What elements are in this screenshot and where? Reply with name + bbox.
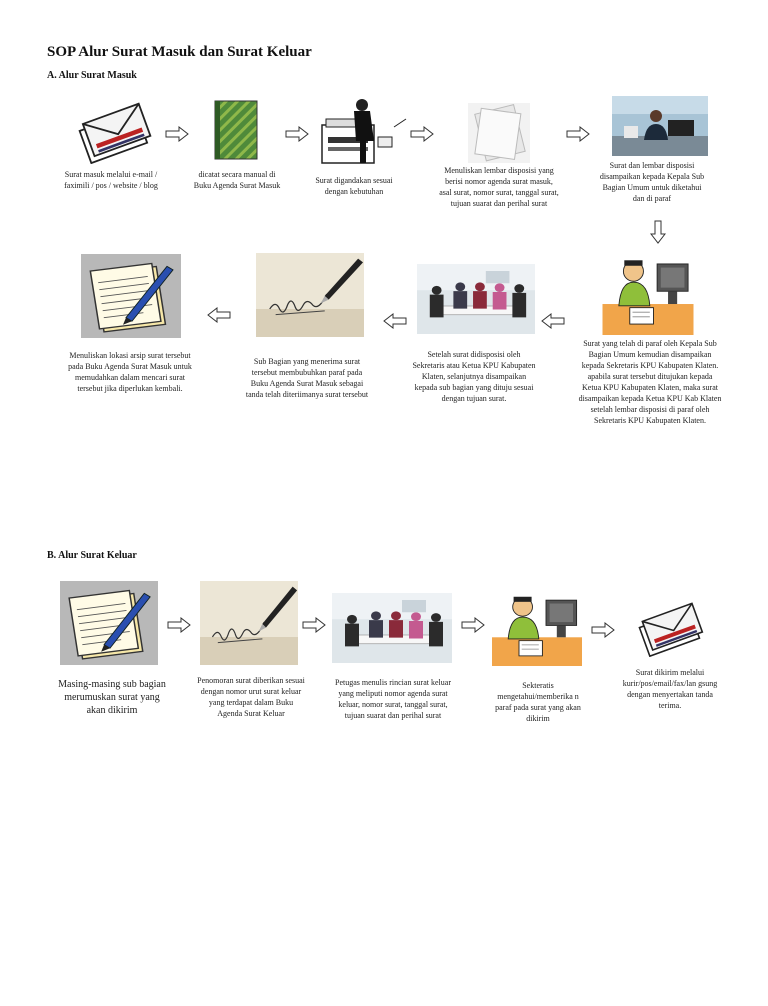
arrow-left-icon: [383, 313, 407, 329]
meeting-photo-icon: [417, 264, 535, 334]
step-caption: Surat masuk melalui e-mail / faximili / pos / website / blog: [64, 170, 158, 190]
step-caption: Sekteratis mengetahui/memberika n paraf pada surat yang akan dikirim: [495, 681, 581, 723]
arrow-right-icon: [285, 126, 309, 142]
arrow-right-icon: [302, 617, 326, 633]
step-caption: Setelah surat didisposisi oleh Sekretaris atau Ketua KPU Kabupaten Klaten, selanjutnya disampaikan kepada sub bagian yang dituju sesuai dengan tujuan surat.: [412, 350, 536, 403]
man-at-computer-icon: [492, 590, 582, 666]
arrow-down-icon: [650, 220, 666, 244]
blank-sheets-icon: [468, 103, 530, 163]
arrow-right-icon: [591, 622, 615, 638]
pen-signature-photo-icon: [256, 253, 364, 337]
step-caption: Penomoran surat diberikan sesuai dengan nomor urut surat keluar yang terdapat dalam Buku Agenda Surat Keluar: [197, 676, 305, 718]
step-caption: Surat yang telah di paraf oleh Kepala Sub Bagian Umum kemudian disampaikan kepada Sekretaris KPU Kabupaten Klaten. apabila surat tersebut ditujukan kepada Ketua KPU Kabupaten Klaten, maka surat disampaikan kepada Ketua KPU Kab Klaten setelah lembar disposisi di paraf oleh Sekretaris KPU Kabupaten Klaten.: [578, 339, 722, 425]
step-caption: Menuliskan lokasi arsip surat tersebut pada Buku Agenda Surat Masuk untuk memudahkan dalam mencari surat tersebut jika diperlukan kembali.: [68, 351, 192, 393]
arrow-right-icon: [410, 126, 434, 142]
agenda-book-icon: [214, 100, 258, 160]
step-caption: Masing-masing sub bagian merumuskan surat yang akan dikirim: [58, 679, 166, 716]
pen-notepad-icon: [81, 254, 181, 338]
arrow-right-icon: [566, 126, 590, 142]
section-heading-surat-masuk: A. Alur Surat Masuk: [47, 70, 137, 81]
pen-signature-photo-icon: [200, 581, 298, 665]
step-caption: Petugas menulis rincian surat keluar yang meliputi nomor agenda surat keluar, nomor surat, tanggal surat, tujuan suarat dan perihal surat: [335, 678, 451, 720]
photocopier-person-icon: [316, 97, 408, 167]
arrow-right-icon: [165, 126, 189, 142]
office-worker-photo-icon: [612, 96, 708, 156]
section-heading-surat-keluar: B. Alur Surat Keluar: [47, 550, 137, 561]
arrow-right-icon: [167, 617, 191, 633]
step-caption: Surat dan lembar disposisi disampaikan kepada Kepala Sub Bagian Umum untuk diketahui dan di paraf: [599, 161, 705, 203]
meeting-photo-icon: [332, 593, 452, 663]
envelope-mail-icon: [70, 92, 158, 164]
arrow-left-icon: [207, 307, 231, 323]
step-caption: Sub Bagian yang menerima surat tersebut membubuhkan paraf pada Buku Agenda Surat Masuk sebagai tanda telah diteriimanya surat tersebut: [245, 357, 369, 399]
step-caption: Surat digandakan sesuai dengan kebutuhan: [315, 176, 393, 196]
page-title: SOP Alur Surat Masuk dan Surat Keluar: [47, 44, 312, 60]
step-caption: Surat dikirim melalui kurir/pos/email/fax/lan gsung dengan menyertakan tanda terima.: [622, 668, 718, 710]
step-caption: dicatat secara manual di Buku Agenda Surat Masuk: [193, 170, 281, 190]
pen-notepad-icon: [60, 581, 158, 665]
man-at-computer-icon: [598, 253, 698, 335]
arrow-right-icon: [461, 617, 485, 633]
envelope-mail-icon: [630, 593, 710, 657]
arrow-left-icon: [541, 313, 565, 329]
step-caption: Menuliskan lembar disposisi yang berisi nomor agenda surat masuk, asal surat, nomor surat, tanggal surat, tujuan suarat dan perihal surat: [439, 166, 559, 208]
